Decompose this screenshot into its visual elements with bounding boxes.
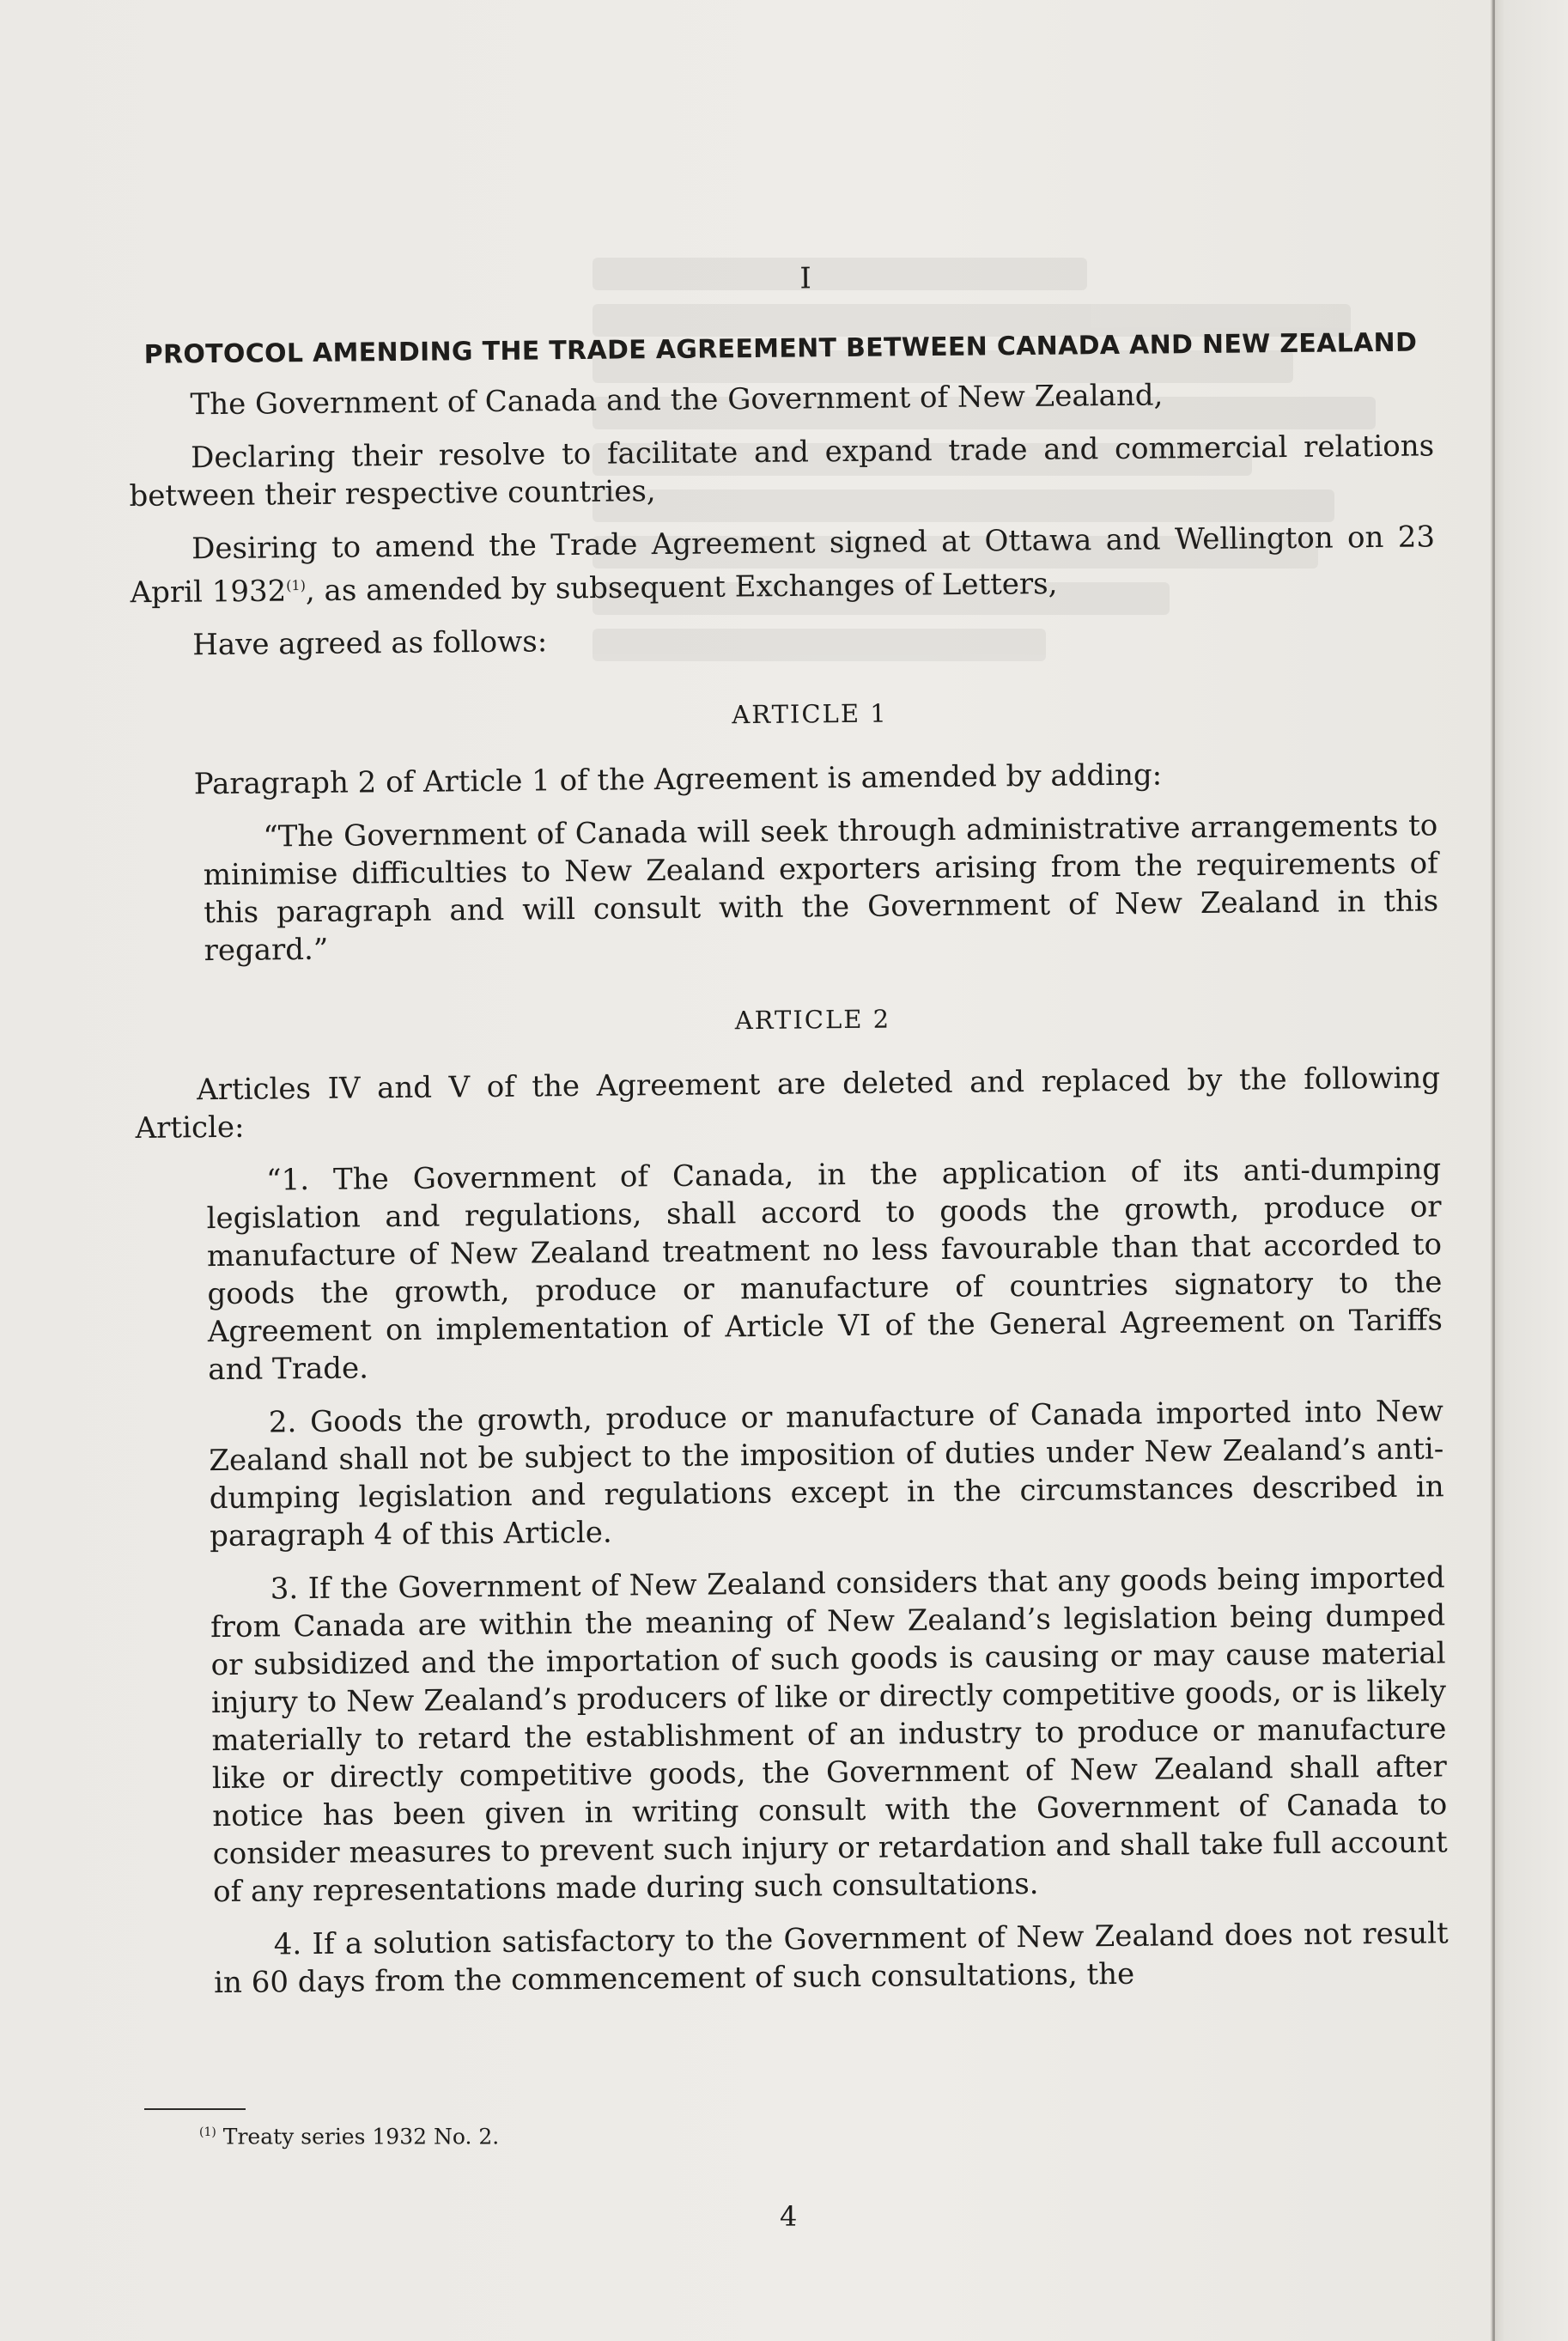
footnote-text: Treaty series 1932 No. 2. bbox=[222, 2124, 500, 2149]
footnote-rule bbox=[144, 2108, 246, 2110]
parties-paragraph: The Government of Canada and the Government of New Zealand, bbox=[190, 378, 1164, 423]
article-2-paragraph-2: 2. Goods the growth, produce or manufacture of Canada imported into New Zealand shall not be subject to the imposition of duties under New Zealand’s anti-dumping legislation and regulations except in the circumstances described in paragraph 4 of this Article. bbox=[209, 1394, 1444, 1554]
document-content bbox=[127, 255, 1449, 2018]
recital-text: , as amended by subsequent Exchanges of Letters, bbox=[305, 566, 1058, 609]
page-number: 4 bbox=[780, 2200, 798, 2233]
article-2-paragraph-3: 3. If the Government of New Zealand considers that any goods being imported from Canada are within the meaning of New Zealand’s legislation being dumped or subsidized and the importation of such goods is causing or may cause material injury to New Zealand’s producers of like or directly competitive goods, or is likely materially to retard the establishment of an industry to produce or manufacture like or directly competitive goods, the Government of New Zealand shall after notice has been given in writing consult with the Government of Canada to consider measures to prevent such injury or retardation and shall take full account of any representations made during such consultations. bbox=[210, 1560, 1448, 1910]
article-2-paragraph-4: 4. If a solution satisfactory to the Government of New Zealand does not result in 60 days from the commencement of such consultations, the bbox=[213, 1916, 1449, 2001]
article-1-quote: “The Government of Canada will seek through administrative arrangements to minimise difficulties to New Zealand exporters arising from the requirements of this paragraph and will consult with the Government of New Zealand in this regard.” bbox=[203, 808, 1439, 969]
agreed-paragraph: Have agreed as follows: bbox=[192, 624, 548, 663]
recital-paragraph: Declaring their resolve to facilitate and expand trade and commercial relations between their respective countries, bbox=[129, 429, 1435, 514]
footnote bbox=[199, 2119, 499, 2149]
article-2-paragraph-1: “1. The Government of Canada, in the application of its anti-dumping legislation and regulations, shall accord to goods the growth, produce or manufacture of New Zealand treatment no less favourable than that accorded to goods the growth, produce or manufacture of countries signatory to the Agreement on implementation of Article VI of the General Agreement on Tariffs and Trade. bbox=[206, 1152, 1443, 1388]
article-2-intro: Articles IV and V of the Agreement are deleted and replaced by the following Article: bbox=[135, 1061, 1441, 1146]
document-title: PROTOCOL AMENDING THE TRADE AGREEMENT BETWEEN CANADA AND NEW ZEALAND bbox=[143, 327, 1418, 370]
binding-edge-line bbox=[1492, 0, 1495, 2341]
article-1-heading: ARTICLE 1 bbox=[732, 698, 888, 730]
recital-paragraph bbox=[130, 518, 1436, 611]
footnote-marker: (1) bbox=[199, 2125, 216, 2139]
footnote-reference: (1) bbox=[286, 577, 306, 594]
article-1-intro: Paragraph 2 of Article 1 of the Agreement is amended by adding: bbox=[193, 757, 1163, 802]
page-edge-shadow bbox=[1491, 0, 1568, 2341]
recital-text: Desiring to amend the Trade Agreement signed at Ottawa and Wellington on 23 April 1932 bbox=[130, 520, 1436, 611]
section-numeral: I bbox=[799, 261, 812, 296]
article-2-heading: ARTICLE 2 bbox=[734, 1004, 891, 1036]
